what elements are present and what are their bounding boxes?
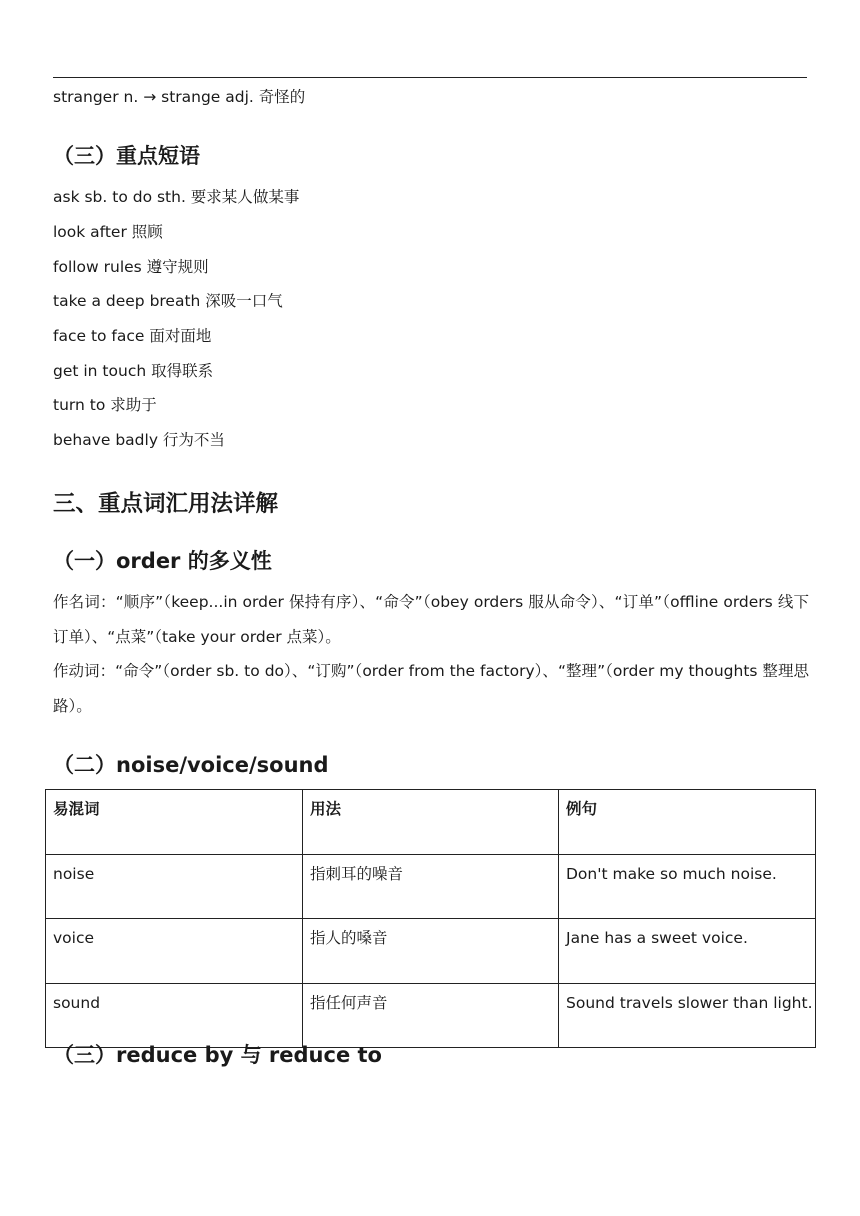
cell-usage: 指刺耳的噪音 <box>303 854 559 919</box>
cell-usage: 指任何声音 <box>303 983 559 1048</box>
phrase-item: follow rules 遵守规则 <box>53 258 209 276</box>
cell-word: noise <box>46 854 303 919</box>
phrase-item: turn to 求助于 <box>53 396 157 414</box>
header-example: 例句 <box>559 790 816 855</box>
word-formation-line: stranger n. → strange adj. 奇怪的 <box>53 88 306 106</box>
order-verb-text: 作动词：“命令”（order sb. to do）、“订购”（order from the factory）、“整理”（order my thoughts 整理思路）。 <box>53 662 809 715</box>
header-word: 易混词 <box>46 790 303 855</box>
confusable-words-table <box>45 789 816 1048</box>
table-row <box>46 854 816 919</box>
table-row <box>46 919 816 984</box>
phrase-item: face to face 面对面地 <box>53 327 212 345</box>
cell-example: Sound travels slower than light. <box>559 983 816 1048</box>
phrase-item: take a deep breath 深吸一口气 <box>53 292 283 310</box>
phrase-item: get in touch 取得联系 <box>53 362 214 380</box>
reduce-heading: （三）reduce by 与 reduce to <box>53 1043 382 1067</box>
noise-voice-sound-heading: （二）noise/voice/sound <box>53 753 329 777</box>
cell-word: voice <box>46 919 303 984</box>
cell-usage: 指人的嗓音 <box>303 919 559 984</box>
order-verb-paragraph <box>53 654 809 724</box>
table-row <box>46 983 816 1048</box>
order-noun-text: 作名词：“顺序”（keep...in order 保持有序）、“命令”（obey orders 服从命令）、“订单”（offline orders 线下订单）、“点菜”（take your order 点菜）。 <box>53 593 809 646</box>
table-header-row <box>46 790 816 855</box>
cell-example: Don't make so much noise. <box>559 854 816 919</box>
cell-word: sound <box>46 983 303 1048</box>
order-heading: （一）order 的多义性 <box>53 549 272 573</box>
phrase-item: behave badly 行为不当 <box>53 431 225 449</box>
order-noun-paragraph <box>53 585 809 655</box>
cell-example: Jane has a sweet voice. <box>559 919 816 984</box>
phrase-item: ask sb. to do sth. 要求某人做某事 <box>53 188 300 206</box>
header-rule <box>53 77 807 78</box>
header-usage: 用法 <box>303 790 559 855</box>
vocab-usage-heading: 三、重点词汇用法详解 <box>53 491 279 517</box>
key-phrases-heading: （三）重点短语 <box>53 144 200 168</box>
phrase-item: look after 照顾 <box>53 223 163 241</box>
